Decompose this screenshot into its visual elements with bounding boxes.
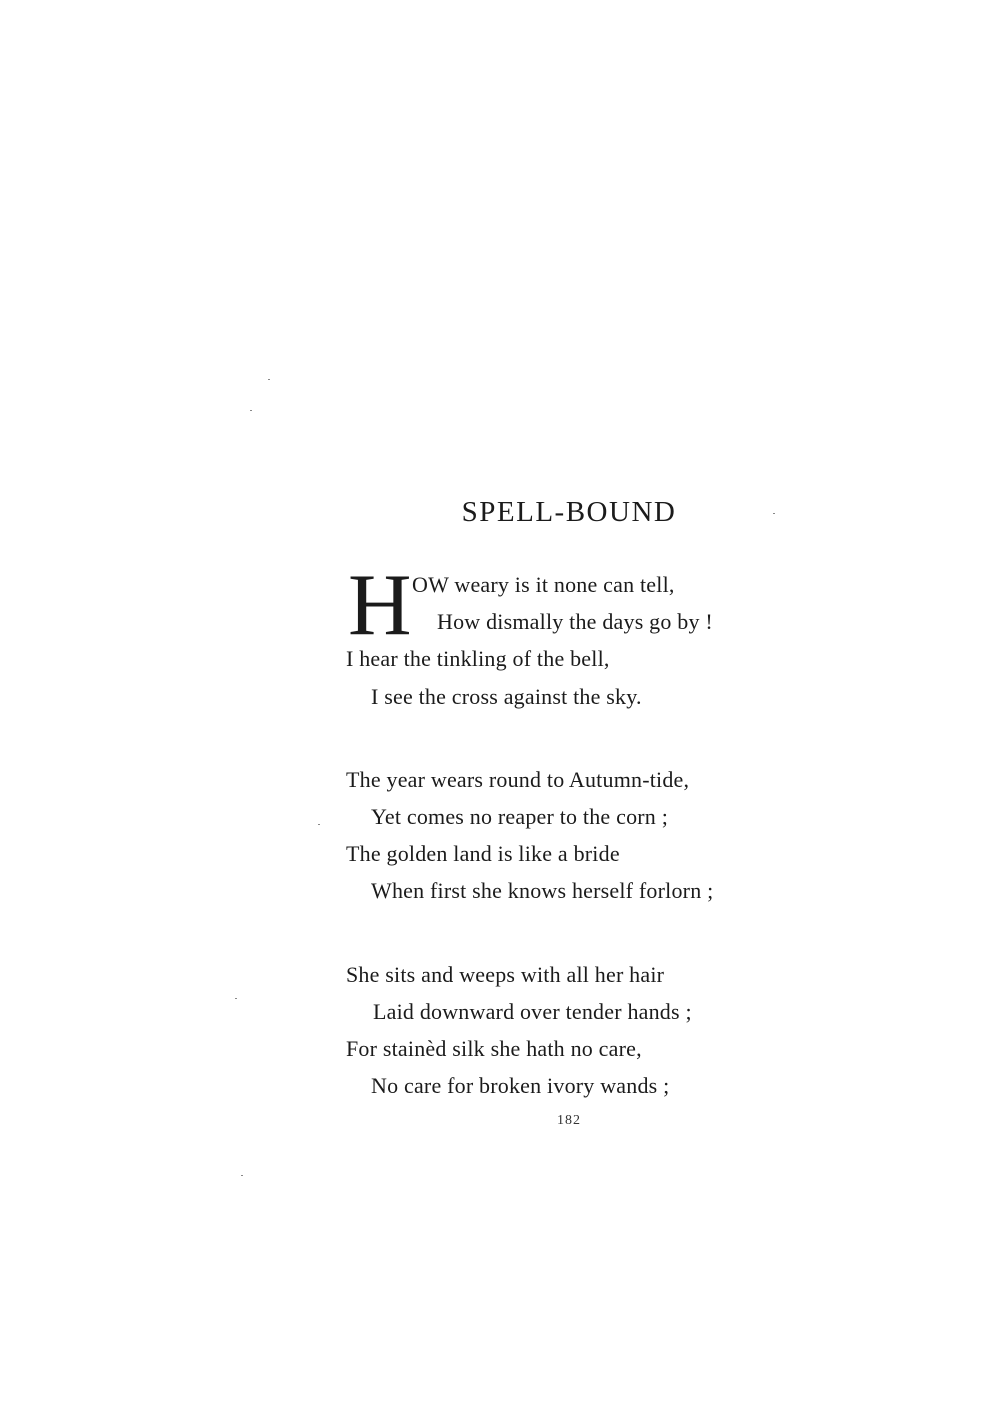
- stanza-2-line-1: The year wears round to Autumn-tide,: [346, 767, 690, 792]
- stanza-3-line-2: Laid downward over tender hands ;: [373, 999, 692, 1024]
- drop-cap: H: [348, 557, 412, 654]
- stanza-2-line-4: When first she knows herself forlorn ;: [371, 878, 714, 903]
- stanza-2-line-2: Yet comes no reaper to the corn ;: [371, 804, 669, 829]
- stanza-3-line-3: For stainèd silk she hath no care,: [346, 1036, 642, 1061]
- poem-title: SPELL-BOUND: [461, 496, 677, 528]
- stanza-3-line-1: She sits and weeps with all her hair: [346, 962, 665, 987]
- scan-speck: [318, 824, 320, 825]
- scan-speck: [235, 998, 237, 999]
- scan-speck: [250, 410, 252, 411]
- stanza-1-line-1: OW weary is it none can tell,: [412, 572, 675, 597]
- stanza-3-line-4: No care for broken ivory wands ;: [371, 1073, 670, 1098]
- stanza-1-line-3: I hear the tinkling of the bell,: [346, 646, 610, 671]
- stanza-1-line-4: I see the cross against the sky.: [371, 684, 642, 709]
- stanza-2-line-3: The golden land is like a bride: [346, 841, 620, 866]
- page-number: 182: [557, 1113, 581, 1128]
- scan-speck: [773, 513, 775, 514]
- scan-speck: [268, 379, 270, 380]
- scan-speck: [241, 1175, 243, 1176]
- stanza-1-line-2: How dismally the days go by !: [437, 609, 713, 634]
